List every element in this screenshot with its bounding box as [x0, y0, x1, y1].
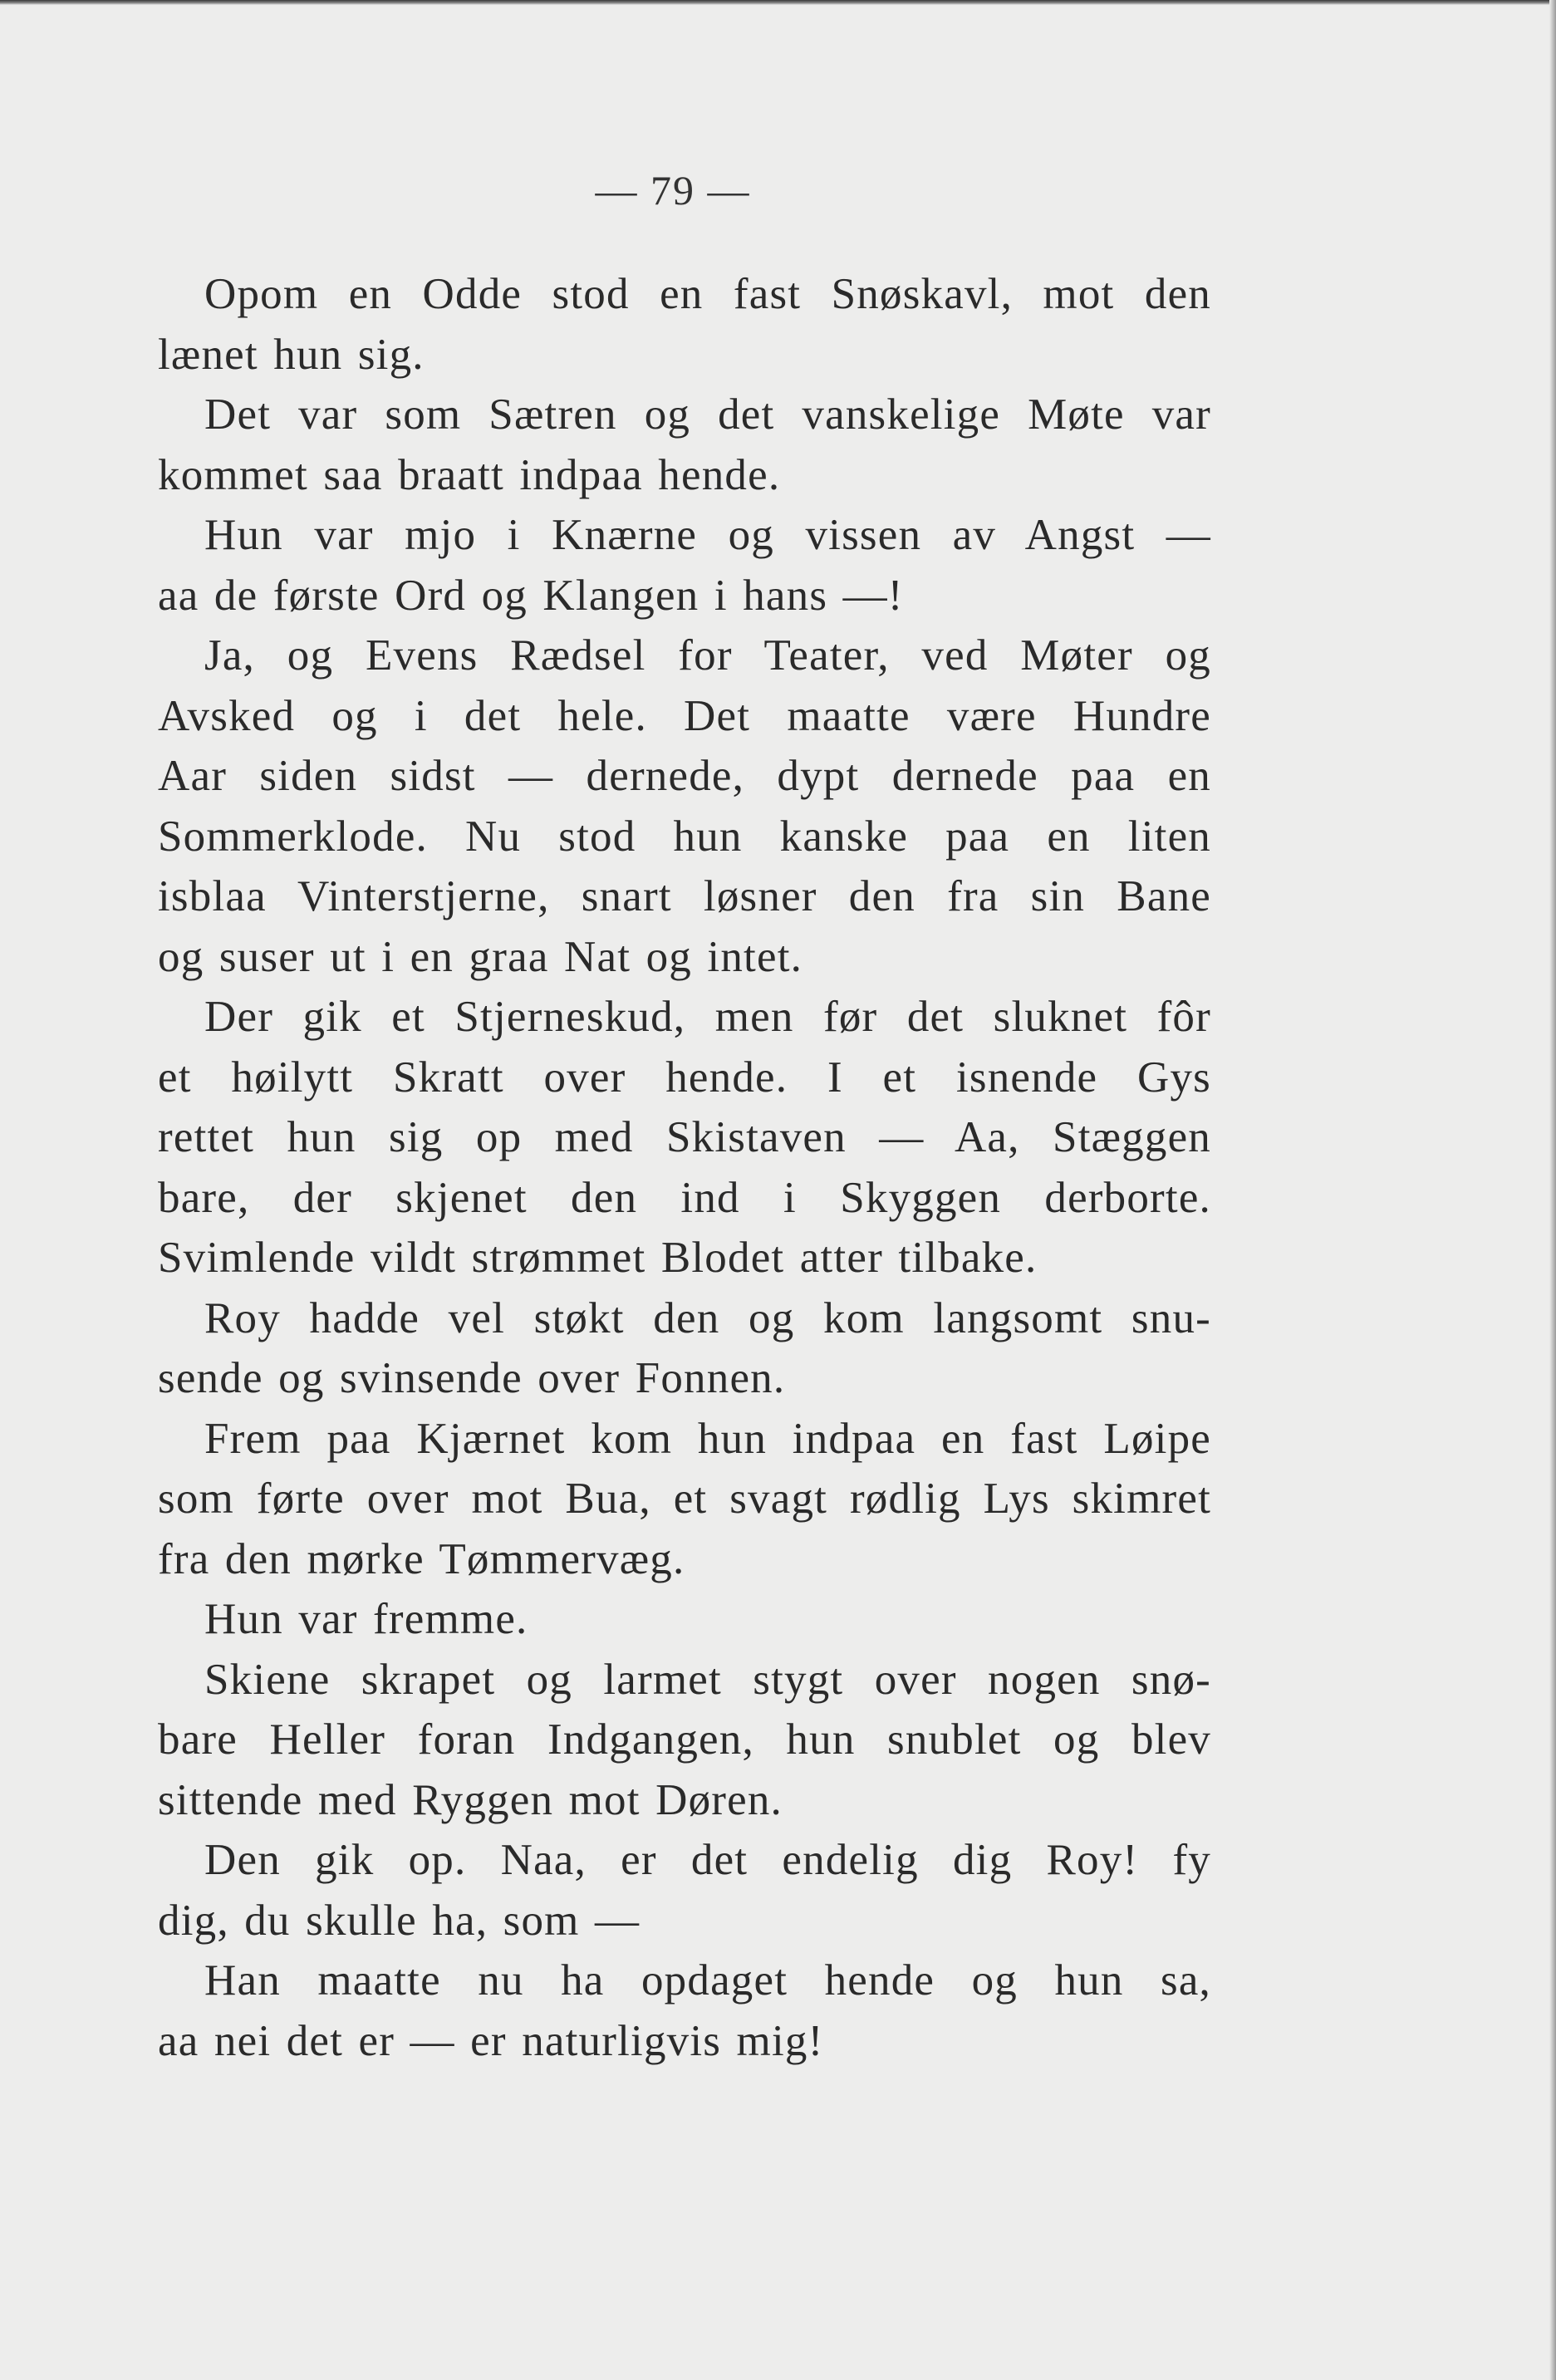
text-line: Avsked og i det hele. Det maatte være Hundre	[158, 691, 1211, 740]
text-line: rettet hun sig op med Skistaven — Aa, Stæggen	[158, 1113, 1211, 1161]
text-line: isblaa Vinterstjerne, snart løsner den fra sin Bane	[158, 872, 1211, 920]
text-line: Aar siden sidst — dernede, dypt dernede paa en	[158, 752, 1211, 800]
text-line: Ja, og Evens Rædsel for Teater, ved Møter og	[204, 631, 1211, 680]
text-line: Frem paa Kjærnet kom hun indpaa en fast Løipe	[204, 1414, 1211, 1463]
text-line: som førte over mot Bua, et svagt rødlig Lys skimret	[158, 1475, 1211, 1523]
text-line: Hun var mjo i Knærne og vissen av Angst —	[204, 511, 1211, 559]
text-line: sende og svinsende over Fonnen.	[158, 1354, 786, 1402]
text-line: Den gik op. Naa, er det endelig dig Roy! fy	[204, 1836, 1211, 1884]
text-line: aa nei det er — er naturligvis mig!	[158, 2016, 824, 2065]
text-line: Hun var fremme.	[204, 1595, 528, 1643]
text-line: Roy hadde vel støkt den og kom langsomt snu-	[204, 1293, 1211, 1342]
page-number: — 79 —	[595, 167, 751, 213]
text-line: Det var som Sætren og det vanskelige Møte var	[204, 390, 1211, 439]
text-line: Opom en Odde stod en fast Snøskavl, mot den	[204, 270, 1211, 318]
text-line: sittende med Ryggen mot Døren.	[158, 1775, 783, 1824]
text-line: bare Heller foran Indgangen, hun snublet og blev	[158, 1715, 1211, 1764]
text-line: og suser ut i en graa Nat og intet.	[158, 932, 803, 981]
body-text	[158, 264, 1211, 2071]
text-line: lænet hun sig.	[158, 330, 425, 379]
text-line: et høilytt Skratt over hende. I et isnende Gys	[158, 1053, 1211, 1102]
text-line: Svimlende vildt strømmet Blodet atter tilbake.	[158, 1234, 1038, 1282]
text-line: kommet saa braatt indpaa hende.	[158, 450, 781, 499]
text-line: bare, der skjenet den ind i Skyggen derborte.	[158, 1173, 1211, 1222]
page-right-edge	[1549, 0, 1556, 2380]
text-line: Han maatte nu ha opdaget hende og hun sa,	[204, 1956, 1211, 2005]
text-line: Sommerklode. Nu stod hun kanske paa en liten	[158, 812, 1211, 861]
text-line: aa de første Ord og Klangen i hans —!	[158, 571, 904, 620]
text-line: fra den mørke Tømmervæg.	[158, 1534, 685, 1583]
text-line: Der gik et Stjerneskud, men før det sluknet fôr	[204, 993, 1211, 1041]
text-line: dig, du skulle ha, som —	[158, 1896, 641, 1945]
text-line: Skiene skrapet og larmet stygt over nogen snø-	[204, 1655, 1211, 1704]
page-top-edge	[0, 0, 1556, 5]
